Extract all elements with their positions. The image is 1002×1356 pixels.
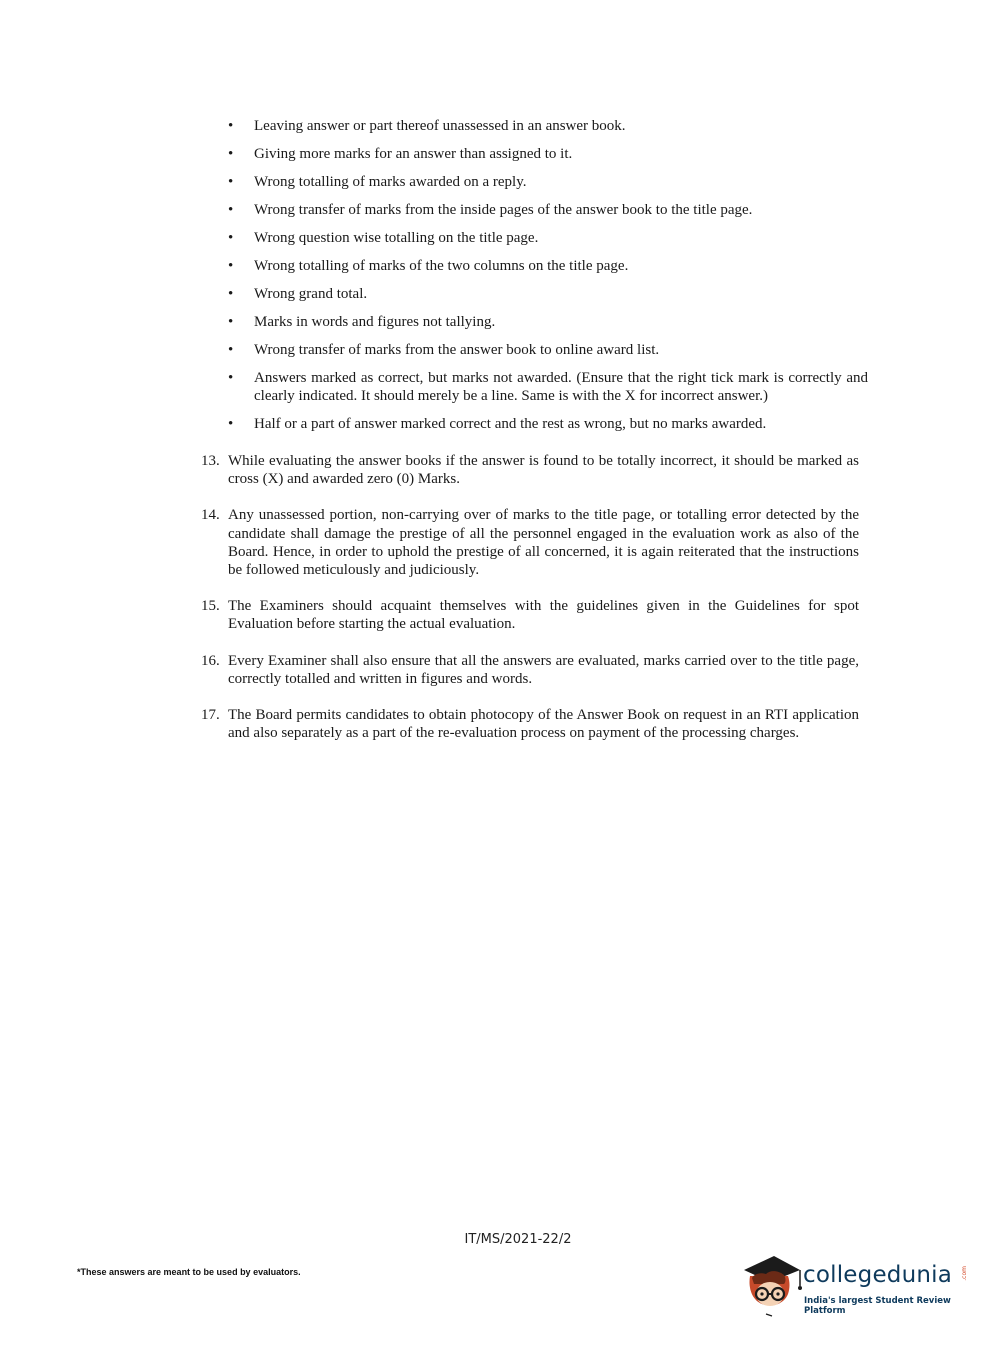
bullet-glyph: • — [228, 146, 234, 162]
bullet-item: • Leaving answer or part thereof unassessed in an answer book. — [228, 118, 626, 134]
item-text: The Examiners should acquaint themselves with the guidelines given in the Guidelines for spot Evaluation before starting the actual evaluation. — [228, 598, 859, 633]
bullet-glyph: • — [228, 314, 234, 330]
bullet-item: • Wrong totalling of marks of the two columns on the title page. — [228, 258, 629, 274]
bullet-glyph: • — [228, 230, 234, 246]
instruction-numbered-list — [201, 452, 859, 760]
item-text: Every Examiner shall also ensure that all the answers are evaluated, marks carried over to the title page, correctly totalled and written in figures and words. — [228, 652, 859, 687]
bullet-glyph: • — [228, 370, 234, 386]
instruction-item — [201, 652, 859, 688]
bullet-glyph: • — [228, 118, 234, 134]
bullet-item: • Wrong grand total. — [228, 286, 368, 302]
item-number: 16. — [201, 652, 220, 669]
evaluator-footnote: *These answers are meant to be used by evaluators. — [77, 1267, 301, 1277]
collegedunia-logo[interactable] — [740, 1248, 975, 1320]
item-text: The Board permits candidates to obtain photocopy of the Answer Book on request in an RTI application and also separately as a part of the re-evaluation process on payment of the processing charges. — [228, 707, 859, 742]
logo-wordmark: collegedunia — [803, 1262, 953, 1288]
logo-suffix: .com — [961, 1266, 968, 1281]
bullet-item: • Wrong transfer of marks from the answer book to online award list. — [228, 342, 660, 358]
logo-tagline: India's largest Student Review Platform — [804, 1296, 951, 1316]
item-text: Any unassessed portion, non-carrying over of marks to the title page, or totalling error detected by the candidate shall damage the prestige of all the personnel engaged in the evaluation work as also of the Board. Hence, in order to uphold the prestige of all concerned, it is again reiterated that the instructions be followed meticulously and judiciously. — [228, 507, 859, 579]
instruction-item — [201, 706, 859, 742]
bullet-item: • Half or a part of answer marked correct and the rest as wrong, but no marks awarded. — [228, 416, 767, 432]
page-code: IT/MS/2021-22/2 — [464, 1232, 572, 1247]
bullet-glyph: • — [228, 342, 234, 358]
item-number: 14. — [201, 507, 220, 524]
item-text: While evaluating the answer books if the answer is found to be totally incorrect, it should be marked as cross (X) and awarded zero (0) Marks. — [228, 453, 859, 488]
instruction-item — [201, 506, 859, 579]
bullet-item: • Giving more marks for an answer than assigned to it. — [228, 146, 573, 162]
bullet-item: • Wrong question wise totalling on the title page. — [228, 230, 539, 246]
item-number: 13. — [201, 453, 220, 469]
bullet-glyph: • — [228, 416, 234, 432]
bullet-glyph: • — [228, 202, 234, 218]
bullet-glyph: • — [228, 258, 234, 274]
item-number: 15. — [201, 598, 220, 615]
bullet-item: • Answers marked as correct, but marks not awarded. (Ensure that the right tick mark is correctly and clearly indicated. It should merely be a line. Same is with the X for incorrect answer.) — [228, 370, 868, 404]
bullet-item: • Wrong transfer of marks from the inside pages of the answer book to the title page. — [228, 202, 753, 218]
mascot-icon — [740, 1248, 802, 1320]
bullet-item: • Marks in words and figures not tallying. — [228, 314, 496, 330]
item-number: 17. — [201, 707, 220, 724]
bullet-item: • Wrong totalling of marks awarded on a reply. — [228, 174, 527, 190]
instruction-item — [201, 597, 859, 633]
error-bullet-list — [228, 117, 868, 443]
bullet-glyph: • — [228, 174, 234, 190]
bullet-glyph: • — [228, 286, 234, 302]
instruction-item — [201, 452, 859, 488]
